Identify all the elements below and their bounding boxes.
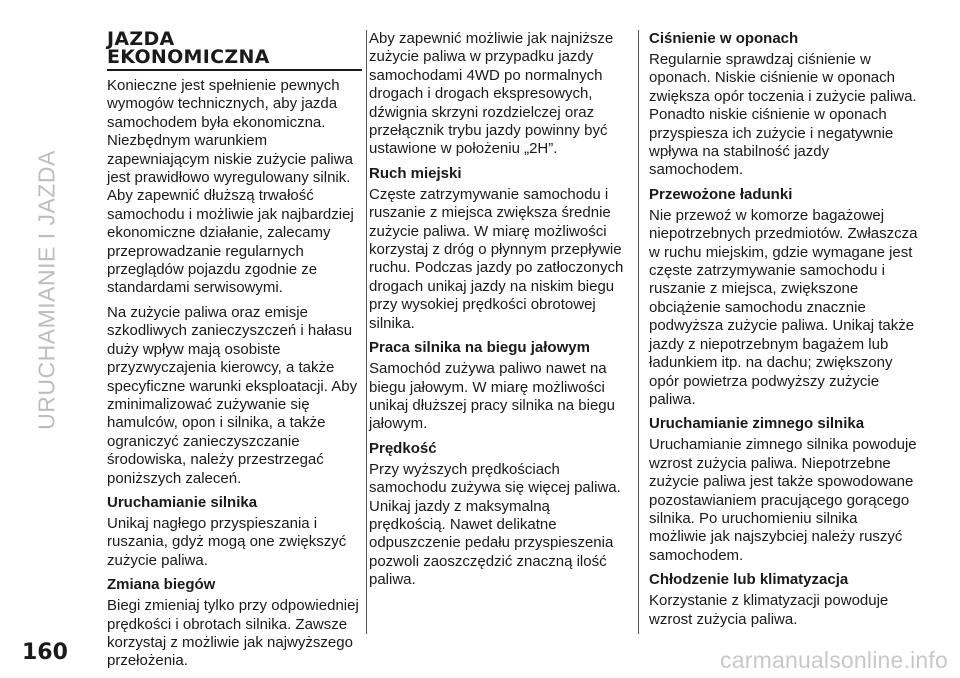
engine-start-paragraph: Unikaj nagłego przyspieszania i ruszania, gdyż mogą one zwiększyć zużycie paliwa. [107, 514, 347, 569]
watermark: carmanualsonline.info [720, 647, 948, 673]
section-title-line-2: EKONOMICZNA [107, 46, 270, 68]
air-conditioning-paragraph: Korzystanie z klimatyzacji powoduje wzrost zużycia paliwa. [649, 592, 889, 628]
heading-gear-change: Zmiana biegów [107, 576, 216, 594]
heading-city-traffic: Ruch miejski [369, 164, 462, 182]
section-title-line-1: JAZDA [107, 28, 175, 50]
heading-air-conditioning: Chłodzenie lub klimatyzacja [649, 571, 849, 589]
intro-paragraph: Konieczne jest spełnienie pewnych wymogów technicznych, aby jazda samochodem była ekonomiczna. Niezbędnym warunkiem zapewniającym niskie zużycie paliwa jest prawidłowo wyregulowany silnik. Aby zapewnić dłuższą trwałość samochodu i możliwie jak najbardziej ekonomiczne działanie, zalecamy przeprowadzanie regularnych przeglądów pojazdu zgodnie ze standardami serwisowymi. [107, 77, 354, 297]
page-number: 160 [22, 640, 68, 665]
heading-speed: Prędkość [369, 439, 437, 457]
habits-paragraph: Na zużycie paliwa oraz emisje szkodliwych zanieczyszczeń i hałasu duży wpływ mają osobiste przyzwyczajenia kierowcy, a także specyficzne warunki eksploatacji. Aby zminimalizować zużywanie się hamulców, opon i silnika, a także ograniczyć zanieczyszczanie środowiska, należy przestrzegać poniższych zaleceń. [107, 303, 358, 487]
heading-engine-start: Uruchamianie silnika [107, 493, 258, 511]
loads-paragraph: Nie przewoź w komorze bagażowej niepotrzebnych przedmiotów. Zwłaszcza w ruchu miejskim, gdzie wymagane jest częste zatrzymywanie samochodu i ruszanie z miejsca, zwiększone obciążenie samochodu znacznie podwyższa zużycie paliwa. Unikaj także jazdy z niepotrzebnym bagażem lub ładunkiem itp. na dachu; zwiększony opór powietrza podwyższy zużycie paliwa. [649, 206, 918, 408]
gear-change-paragraph: Biegi zmieniaj tylko przy odpowiedniej prędkości i obrotach silnika. Zawsze korzystaj z możliwie jak najwyższego przełożenia. [107, 597, 359, 670]
heading-tyre-pressure: Ciśnienie w oponach [649, 30, 799, 47]
4wd-paragraph: Aby zapewnić możliwie jak najniższe zużycie paliwa w przypadku jazdy samochodami 4WD po normalnych drogach i drogach ekspresowych, dźwignia skrzyni rozdzielczej oraz przełącznik trybu jazdy powinny być ustawione w położeniu „2H”. [369, 30, 614, 158]
column-2 [369, 30, 624, 596]
tyre-pressure-paragraph: Regularnie sprawdzaj ciśnienie w oponach. Niskie ciśnienie w oponach zwiększa opór toczenia i zużycie paliwa. Ponadto niskie ciśnienie w oponach przyspiesza ich zużycie i negatywnie wpływa na stabilność jazdy samochodem. [649, 51, 917, 179]
column-1 [107, 30, 362, 677]
section-title [107, 30, 362, 71]
idle-paragraph: Samochód zużywa paliwo nawet na biegu jałowym. W miarę możliwości unikaj dłuższej pracy silnika na biegu jałowym. [369, 360, 615, 433]
column-divider-2 [638, 30, 639, 634]
section-side-label: URUCHAMIANIE I JAZDA [33, 150, 60, 430]
speed-paragraph: Przy wyższych prędkościach samochodu zużywa się więcej paliwa. Unikaj jazdy z maksymalną prędkością. Nawet delikatne odpuszczenie pedału przyspieszenia pozwoli zaoszczędzić znaczną ilość paliwa. [369, 460, 621, 589]
heading-cold-start: Uruchamianie zimnego silnika [649, 415, 865, 433]
cold-start-paragraph: Uruchamianie zimnego silnika powoduje wzrost zużycia paliwa. Niepotrzebne zużycie paliwa jest także spowodowane pozostawianiem pracującego gorącego silnika. Po uruchomieniu silnika możliwie jak najszybciej należy ruszyć samochodem. [649, 436, 917, 564]
column-divider-1 [366, 30, 367, 634]
city-traffic-paragraph: Częste zatrzymywanie samochodu i ruszanie z miejsca zwiększa średnie zużycie paliwa. W miarę możliwości korzystaj z dróg o płynnym przepływie ruchu. Podczas jazdy po zatłoczonych drogach unikaj jazdy na niskim biegu przy wysokiej prędkości obrotowej silnika. [369, 185, 624, 332]
column-3 [649, 30, 919, 635]
heading-loads: Przewożone ładunki [649, 185, 793, 203]
heading-idle: Praca silnika na biegu jałowym [369, 339, 590, 357]
